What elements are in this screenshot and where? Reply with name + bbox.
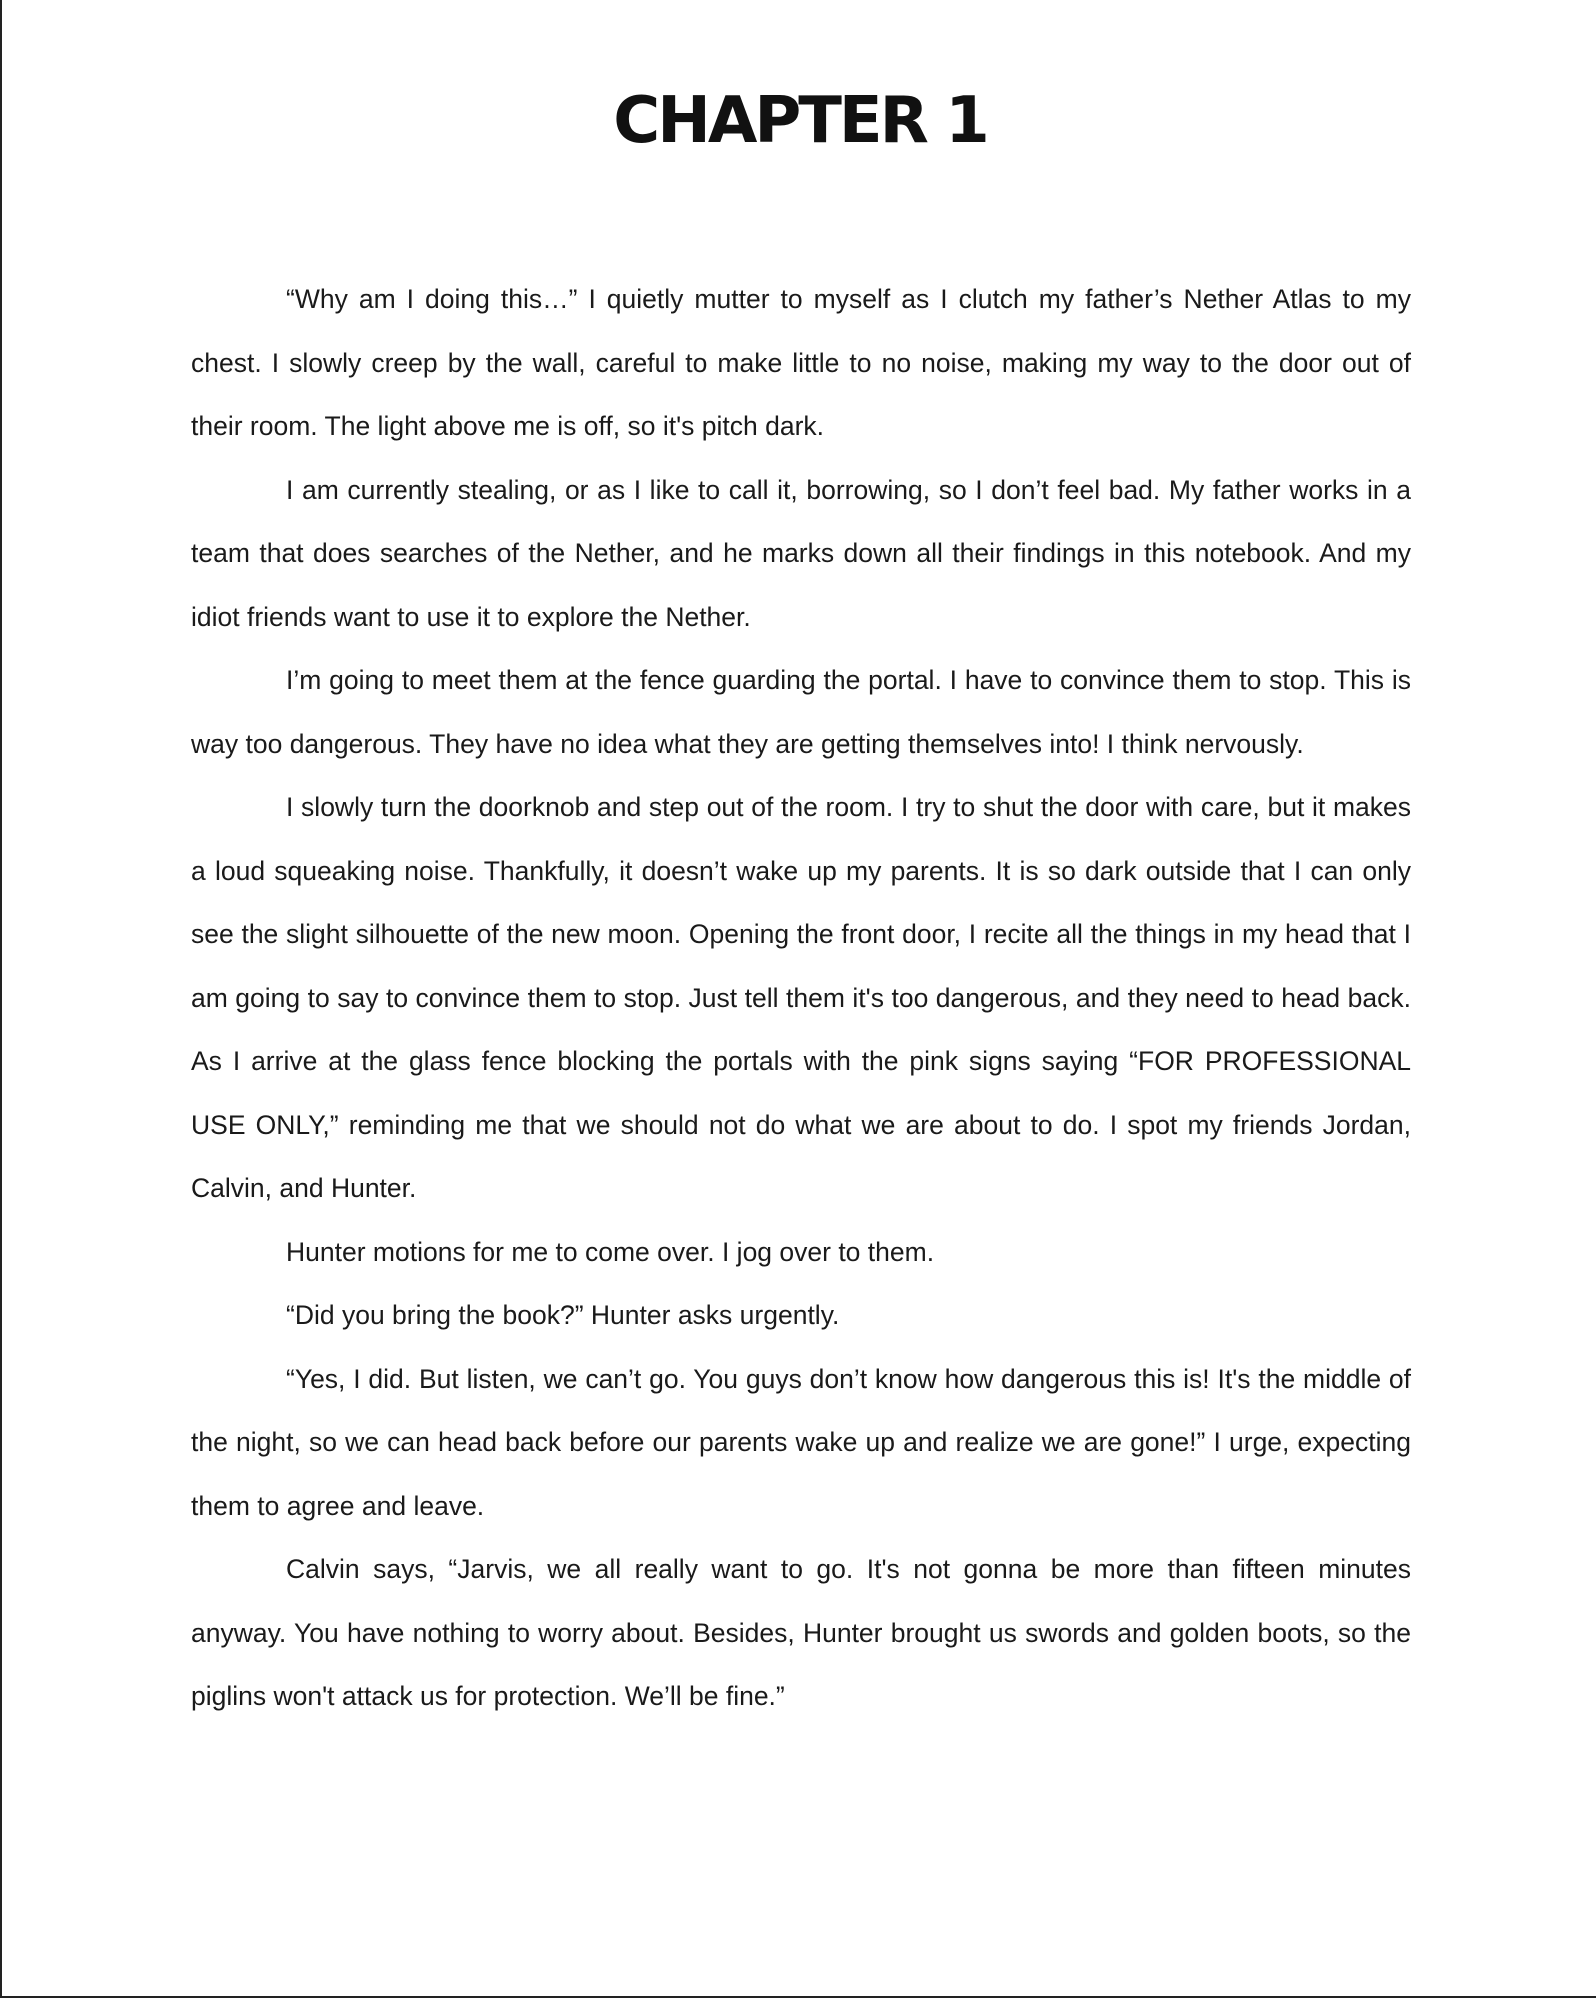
paragraph: “Why am I doing this…” I quietly mutter to myself as I clutch my father’s Nether Atlas to my chest. I slowly creep by the wall, careful to make little to no noise, making my way to the door out of their room. The light above me is off, so it's pitch dark. — [191, 284, 1411, 441]
paragraph: I’m going to meet them at the fence guarding the portal. I have to convince them to stop. This is way too dangerous. They have no idea what they are getting themselves into! I think nervously. — [191, 665, 1411, 759]
chapter-title: CHAPTER 1 — [613, 84, 987, 158]
paragraph: I am currently stealing, or as I like to call it, borrowing, so I don’t feel bad. My father works in a team that does searches of the Nether, and he marks down all their findings in this notebook. And my idiot friends want to use it to explore the Nether. — [191, 474, 1411, 632]
chapter-body — [191, 268, 1411, 1729]
paragraph: I slowly turn the doorknob and step out of the room. I try to shut the door with care, but it makes a loud squeaking noise. Thankfully, it doesn’t wake up my parents. It is so dark outside that I can only see the slight silhouette of the new moon. Opening the front door, I recite all the things in my head that I am going to say to convince them to stop. Just tell them it's too dangerous, and they need to head back. As I arrive at the glass fence blocking the portals with the pink signs saying “FOR PROFESSIONAL USE ONLY,” reminding me that we should not do what we are about to do. I spot my friends Jordan, Calvin, and Hunter. — [191, 792, 1411, 1203]
paragraph: Hunter motions for me to come over. I jog over to them. — [286, 1236, 935, 1267]
paragraph: “Did you bring the book?” Hunter asks urgently. — [286, 1300, 840, 1330]
paragraph: Calvin says, “Jarvis, we all really want to go. It's not gonna be more than fifteen minutes anyway. You have nothing to worry about. Besides, Hunter brought us swords and golden boots, so the piglins won't attack us for protection. We’ll be fine.” — [191, 1554, 1411, 1711]
paragraph: “Yes, I did. But listen, we can’t go. You guys don’t know how dangerous this is! It's the middle of the night, so we can head back before our parents wake up and realize we are gone!” I urge, expecting them to agree and leave. — [191, 1363, 1411, 1521]
